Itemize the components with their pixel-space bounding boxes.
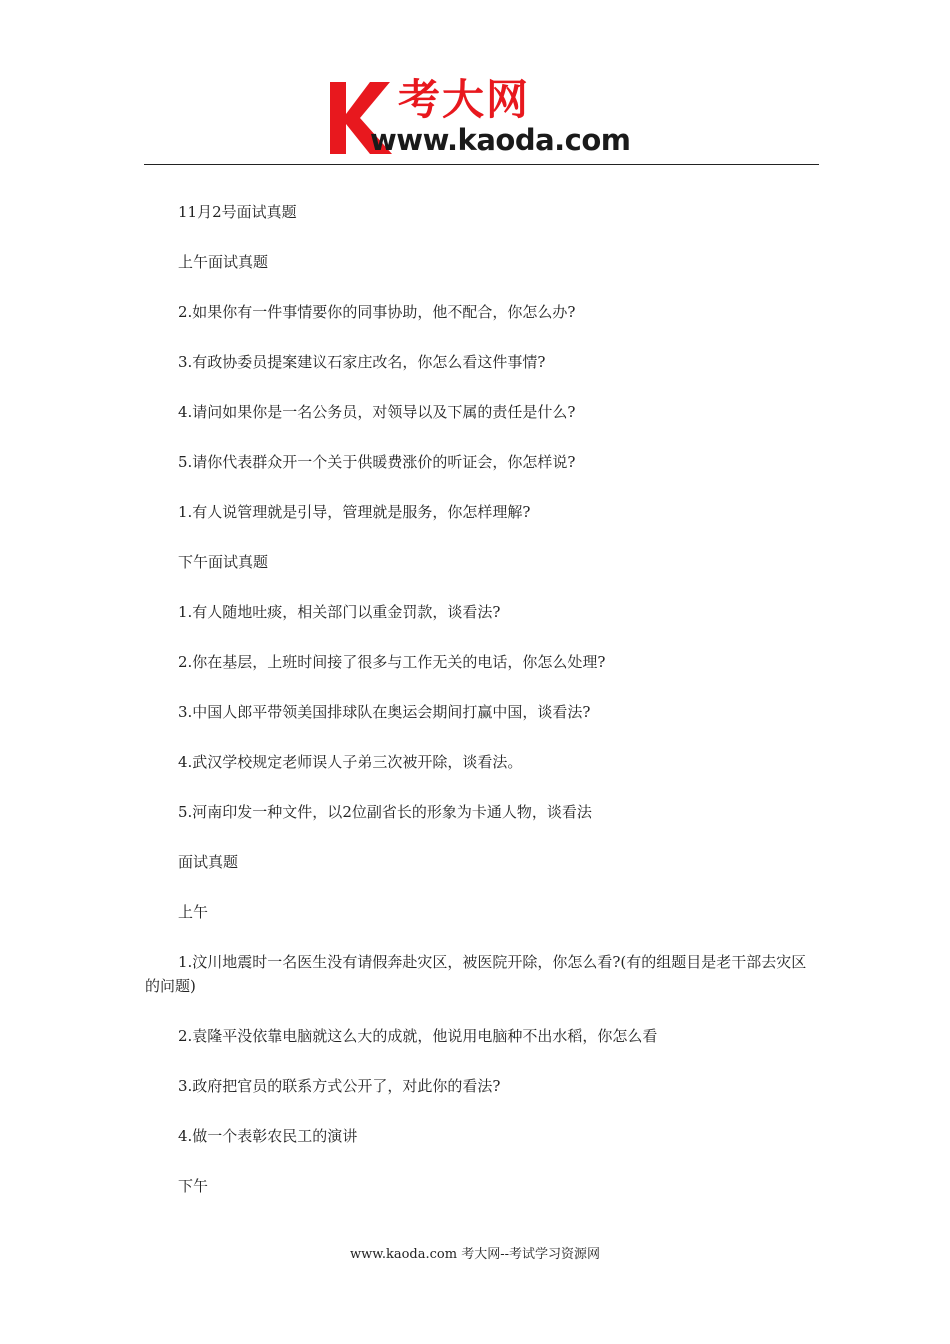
- paragraph-question: 3.中国人郎平带领美国排球队在奥运会期间打赢中国，谈看法?: [178, 703, 591, 721]
- paragraph-morning-subheading: 上午: [178, 903, 209, 921]
- header-divider: [144, 164, 819, 165]
- page-footer: www.kaoda.com 考大网--考试学习资源网: [350, 1247, 600, 1262]
- paragraph-question: 1.汶川地震时一名医生没有请假奔赴灾区，被医院开除，你怎么看?(有的组题目是老干部去灾区的问题): [145, 953, 807, 995]
- logo-url-text: www.kaoda.com: [370, 123, 631, 157]
- paragraph-date-title: 11月2号面试真题: [178, 203, 297, 221]
- paragraph-afternoon-heading: 下午面试真题: [178, 553, 269, 571]
- site-logo: [326, 76, 646, 160]
- paragraph-section-heading: 面试真题: [178, 853, 239, 871]
- document-body: [145, 200, 821, 1198]
- paragraph-question: 4.武汉学校规定老师误人子弟三次被开除，谈看法。: [178, 753, 523, 771]
- paragraph-afternoon-subheading: 下午: [178, 1177, 209, 1195]
- paragraph-question: 4.做一个表彰农民工的演讲: [178, 1127, 358, 1145]
- paragraph-question: 1.有人说管理就是引导，管理就是服务，你怎样理解?: [178, 503, 531, 521]
- paragraph-question: 1.有人随地吐痰，相关部门以重金罚款，谈看法?: [178, 603, 501, 621]
- paragraph-question: 2.袁隆平没依靠电脑就这么大的成就，他说用电脑种不出水稻，你怎么看: [178, 1027, 658, 1045]
- paragraph-question: 5.请你代表群众开一个关于供暖费涨价的听证会，你怎样说?: [178, 453, 576, 471]
- paragraph-question: 3.政府把官员的联系方式公开了，对此你的看法?: [178, 1077, 501, 1095]
- logo-chinese-text: 考大网: [398, 75, 531, 124]
- paragraph-question: 2.你在基层，上班时间接了很多与工作无关的电话，你怎么处理?: [178, 653, 606, 671]
- paragraph-question: 3.有政协委员提案建议石家庄改名，你怎么看这件事情?: [178, 353, 546, 371]
- paragraph-question: 5.河南印发一种文件，以2位副省长的形象为卡通人物，谈看法: [178, 803, 592, 821]
- paragraph-question: 4.请问如果你是一名公务员，对领导以及下属的责任是什么?: [178, 403, 576, 421]
- paragraph-question: 2.如果你有一件事情要你的同事协助，他不配合，你怎么办?: [178, 303, 576, 321]
- paragraph-morning-heading: 上午面试真题: [178, 253, 269, 271]
